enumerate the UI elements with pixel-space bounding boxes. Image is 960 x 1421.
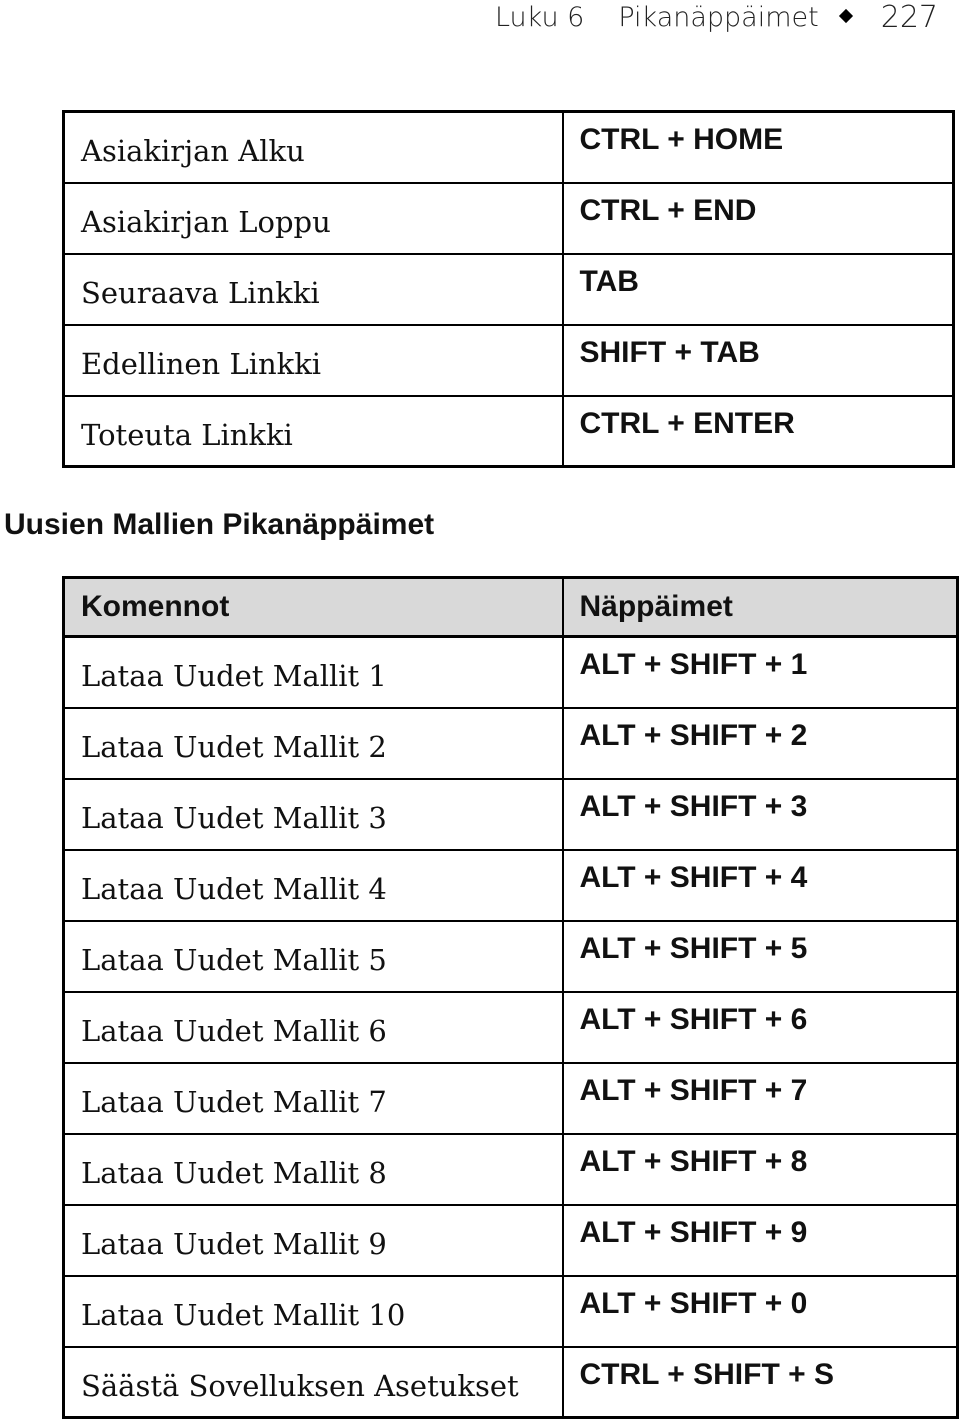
command-cell: Asiakirjan Loppu bbox=[64, 183, 563, 254]
table-row bbox=[64, 112, 954, 183]
keys-cell: ALT + SHIFT + 1 bbox=[563, 637, 958, 708]
keys-cell: ALT + SHIFT + 4 bbox=[563, 850, 958, 921]
keys-cell: CTRL + HOME bbox=[563, 112, 954, 183]
command-cell: Lataa Uudet Mallit 4 bbox=[64, 850, 563, 921]
table-row bbox=[64, 921, 958, 992]
navigation-shortcuts-table bbox=[62, 110, 955, 468]
table-header-row bbox=[64, 578, 958, 637]
table-row bbox=[64, 1063, 958, 1134]
command-cell: Lataa Uudet Mallit 6 bbox=[64, 992, 563, 1063]
table-row bbox=[64, 850, 958, 921]
column-header-commands: Komennot bbox=[64, 578, 563, 637]
command-cell: Asiakirjan Alku bbox=[64, 112, 563, 183]
column-header-keys: Näppäimet bbox=[563, 578, 958, 637]
chapter-label: Luku 6 bbox=[494, 1, 585, 33]
command-cell: Lataa Uudet Mallit 2 bbox=[64, 708, 563, 779]
table-row bbox=[64, 396, 954, 467]
table-row bbox=[64, 779, 958, 850]
page-header bbox=[495, 0, 938, 34]
keys-cell: CTRL + SHIFT + S bbox=[563, 1347, 958, 1418]
table-row bbox=[64, 183, 954, 254]
keys-cell: TAB bbox=[563, 254, 954, 325]
diamond-bullet-icon bbox=[839, 9, 853, 23]
keys-cell: ALT + SHIFT + 7 bbox=[563, 1063, 958, 1134]
table-row bbox=[64, 1347, 958, 1418]
keys-cell: ALT + SHIFT + 9 bbox=[563, 1205, 958, 1276]
command-cell: Lataa Uudet Mallit 5 bbox=[64, 921, 563, 992]
command-cell: Seuraava Linkki bbox=[64, 254, 563, 325]
keys-cell: CTRL + ENTER bbox=[563, 396, 954, 467]
command-cell: Lataa Uudet Mallit 9 bbox=[64, 1205, 563, 1276]
table-row bbox=[64, 1134, 958, 1205]
table-row bbox=[64, 254, 954, 325]
table-row bbox=[64, 708, 958, 779]
page-number: 227 bbox=[880, 0, 938, 35]
keys-cell: ALT + SHIFT + 3 bbox=[563, 779, 958, 850]
command-cell: Lataa Uudet Mallit 8 bbox=[64, 1134, 563, 1205]
command-cell: Lataa Uudet Mallit 3 bbox=[64, 779, 563, 850]
table-row bbox=[64, 992, 958, 1063]
keys-cell: ALT + SHIFT + 5 bbox=[563, 921, 958, 992]
table-row bbox=[64, 1205, 958, 1276]
table-row bbox=[64, 1276, 958, 1347]
section-heading: Uusien Mallien Pikanäppäimet bbox=[4, 508, 435, 541]
table-row bbox=[64, 325, 954, 396]
keys-cell: ALT + SHIFT + 0 bbox=[563, 1276, 958, 1347]
keys-cell: ALT + SHIFT + 6 bbox=[563, 992, 958, 1063]
keys-cell: ALT + SHIFT + 2 bbox=[563, 708, 958, 779]
command-cell: Lataa Uudet Mallit 7 bbox=[64, 1063, 563, 1134]
table-row bbox=[64, 637, 958, 708]
command-cell: Edellinen Linkki bbox=[64, 325, 563, 396]
keys-cell: SHIFT + TAB bbox=[563, 325, 954, 396]
command-cell: Lataa Uudet Mallit 1 bbox=[64, 637, 563, 708]
command-cell: Säästä Sovelluksen Asetukset bbox=[64, 1347, 563, 1418]
keys-cell: CTRL + END bbox=[563, 183, 954, 254]
command-cell: Lataa Uudet Mallit 10 bbox=[64, 1276, 563, 1347]
section-title: Pikanäppäimet bbox=[618, 1, 819, 33]
keys-cell: ALT + SHIFT + 8 bbox=[563, 1134, 958, 1205]
template-shortcuts-table bbox=[62, 576, 959, 1419]
command-cell: Toteuta Linkki bbox=[64, 396, 563, 467]
